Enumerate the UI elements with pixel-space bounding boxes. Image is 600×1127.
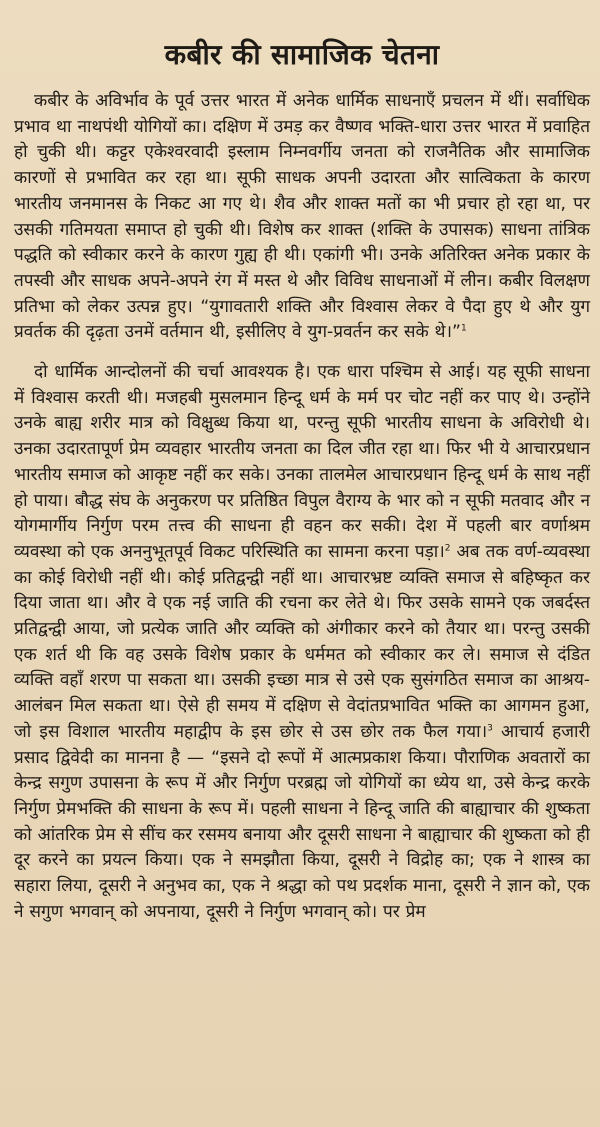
paragraph-1 <box>14 89 590 346</box>
paragraph-1-text: कबीर के अविर्भाव के पूर्व उत्तर भारत में अनेक धार्मिक साधनाएँ प्रचलन में थीं। सर्वाधिक प्रभाव था नाथपंथी योगियों का। दक्षिण में उमड़ कर वैष्णव भक्ति-धारा उत्तर भारत में प्रवाहित हो चुकी थी। कट्टर एकेश्वरवादी इस्लाम निम्नवर्गीय जनता को राजनैतिक और सामाजिक कारणों से प्रभावित कर रहा था। सूफी साधक अपनी उदारता और सात्विकता के कारण भारतीय जनमानस के निकट आ गए थे। शैव और शाक्त मतों का भी प्रचार हो रहा था, पर उसकी गतिमयता समाप्त हो चुकी थी। विशेष कर शाक्त (शक्ति के उपासक) साधना तांत्रिक पद्धति को स्वीकार करने के कारण गुह्य ही थी। एकांगी भी। उनके अतिरिक्त अनेक प्रकार के तपस्वी और साधक अपने-अपने रंग में मस्त थे और विविध साधनाओं में लीन। कबीर विलक्षण प्रतिभा को लेकर उत्पन्न हुए। “युगावतारी शक्ति और विश्वास लेकर वे पैदा हुए थे और युग प्रवर्तक की दृढ़ता उनमें वर्तमान थी, इसीलिए वे युग-प्रवर्तन कर सके थे।” <box>14 91 590 343</box>
paragraph-2 <box>14 360 590 925</box>
paragraph-2-text-part-3: आचार्य हजारी प्रसाद द्विवेदी का मानना है — “इसने दो रूपों में आत्मप्रकाश किया। पौराणिक अवतारों का केन्द्र सगुण उपासना के रूप में और निर्गुण परब्रह्म जो योगियों का ध्येय था, उसे केन्द्र करके निर्गुण प्रेमभक्ति की साधना के रूप में। पहली साधना ने हिन्दू जाति की बाह्याचार की शुष्कता को आंतरिक प्रेम से सींच कर रसमय बनाया और दूसरी साधना ने बाह्याचार की शुष्कता को ही दूर करने का प्रयत्न किया। एक ने समझौता किया, दूसरी ने विद्रोह का; एक ने शास्त्र का सहारा लिया, दूसरी ने अनुभव का, एक ने श्रद्धा को पथ प्रदर्शक माना, दूसरी ने ज्ञान को, एक ने सगुण भगवान् को अपनाया, दूसरी ने निर्गुण भगवान् को। पर प्रेम <box>14 721 590 922</box>
footnote-marker-2: 2 <box>444 543 451 554</box>
footnote-marker-1: 1 <box>460 323 467 334</box>
paragraph-2-text-part-2: अब तक वर्ण-व्यवस्था का कोई विरोधी नहीं थी। कोई प्रतिद्वन्द्वी नहीं था। आचारभ्रष्ट व्यक्ति समाज से बहिष्कृत कर दिया जाता था। और वे एक नई जाति की रचना कर लेते थे। फिर उसके सामने एक जबर्दस्त प्रतिद्वन्द्वी आया, जो प्रत्येक जाति और व्यक्ति को अंगीकार करने को तैयार था। परन्तु उसकी एक शर्त थी कि वह उसके विशेष प्रकार के धर्ममत को स्वीकार कर ले। समाज से दंडित व्यक्ति वहाँ शरण पा सकता था। उसकी इच्छा मात्र से उसे एक सुसंगठित समाज का आश्रय-आलंबन मिल सकता था। ऐसे ही समय में दक्षिण से वेदांतप्रभावित भक्ति का आगमन हुआ, जो इस विशाल भारतीय महाद्वीप के इस छोर से उस छोर तक फैल गया। <box>14 541 590 742</box>
footnote-marker-3: 3 <box>487 723 493 734</box>
paragraph-2-text-part-1: दो धार्मिक आन्दोलनों की चर्चा आवश्यक है। एक धारा पश्चिम से आई। यह सूफी साधना में विश्वास करती थी। मजहबी मुसलमान हिन्दू धर्म के मर्म पर चोट नहीं कर पाए थे। उन्होंने उनके बाह्य शरीर मात्र को विक्षुब्ध किया था, परन्तु सूफी भारतीय साधना के अविरोधी थे। उनका उदारतापूर्ण प्रेम व्यवहार भारतीय जनता का दिल जीत रहा था। फिर भी ये आचारप्रधान भारतीय समाज को आकृष्ट नहीं कर सके। उनका तालमेल आचारप्रधान हिन्दू धर्म के साथ नहीं हो पाया। बौद्ध संघ के अनुकरण पर प्रतिष्ठित विपुल वैराग्य के भार को न सूफी मतवाद और न योगमार्गीय निर्गुण परम तत्त्व की साधना ही वहन कर सकी। देश में पहली बार वर्णाश्रम व्यवस्था को एक अननुभूतपूर्व विकट परिस्थिति का सामना करना पड़ा। <box>14 362 590 562</box>
page-title: कबीर की सामाजिक चेतना <box>164 38 440 71</box>
